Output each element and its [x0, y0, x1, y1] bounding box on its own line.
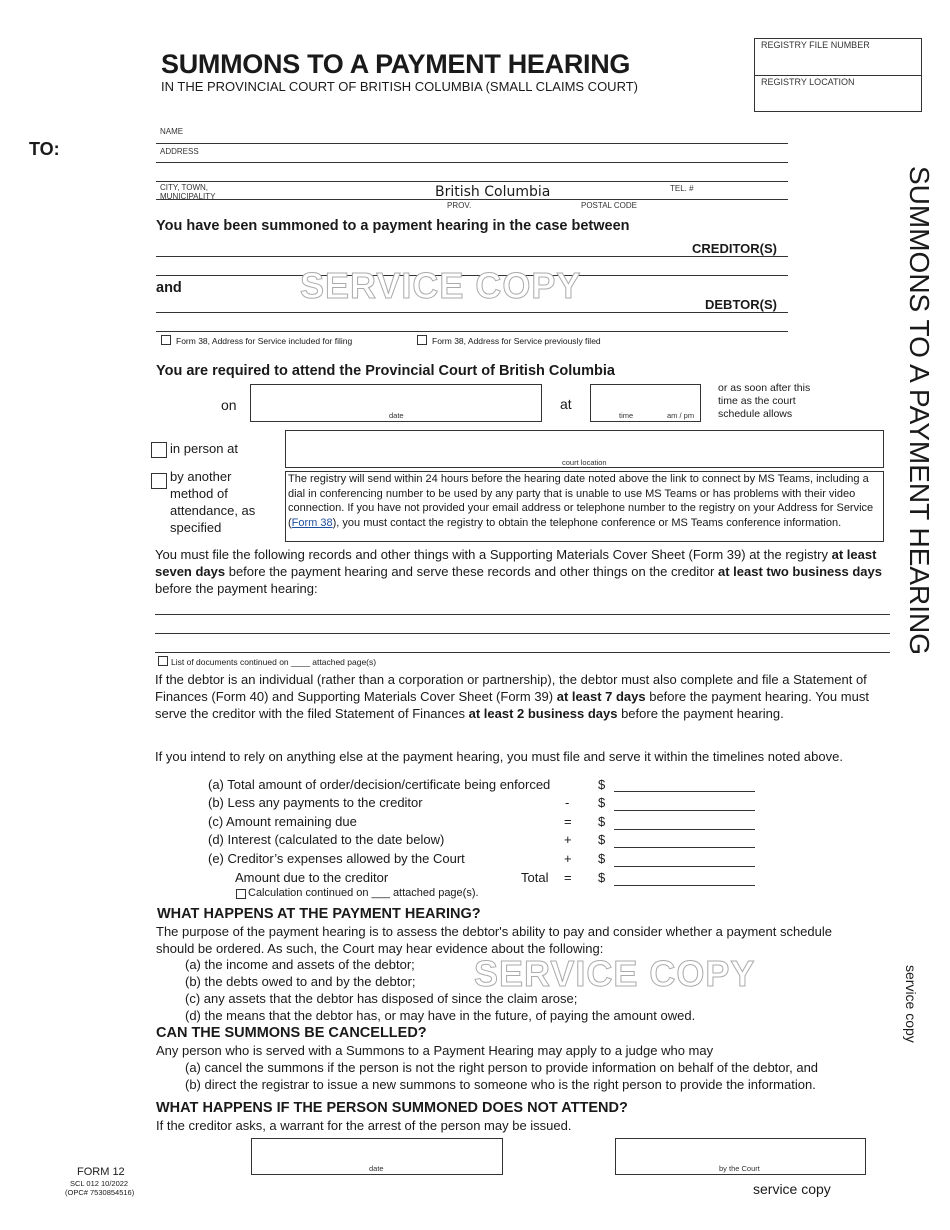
- side-service-copy-text: service copy: [903, 965, 919, 1043]
- calc-op-e: +: [564, 851, 572, 866]
- calc-label-d: (d) Interest (calculated to the date below): [208, 832, 445, 847]
- signature-date-field[interactable]: [251, 1138, 503, 1175]
- records-line-2[interactable]: [155, 633, 890, 634]
- records-line-3[interactable]: [155, 652, 890, 653]
- calc-field-d[interactable]: [614, 847, 755, 848]
- calc-dollar-a: $: [598, 777, 606, 792]
- court-location-label: court location: [562, 458, 607, 467]
- calc-continued-checkbox[interactable]: [236, 889, 246, 899]
- city-label-1: CITY, TOWN,: [160, 183, 209, 192]
- records-text-c: before the payment hearing and serve these records and other things on the creditor: [225, 564, 718, 579]
- form38-previous-label: Form 38, Address for Service previously filed: [432, 336, 601, 346]
- calc-field-a[interactable]: [614, 791, 755, 792]
- calc-label-e: (e) Creditor’s expenses allowed by the Court: [208, 851, 465, 866]
- cancel-item-a: (a) cancel the summons if the person is not the right person to provide information on behalf of the debtor, and: [185, 1060, 819, 1075]
- records-paragraph: [155, 546, 885, 597]
- another-method-1: by another: [170, 469, 232, 484]
- in-person-checkbox[interactable]: [151, 442, 167, 458]
- calc-block: [208, 777, 768, 905]
- address-label: ADDRESS: [160, 147, 199, 156]
- records-text-d: at least two business days: [717, 564, 882, 579]
- hearing-intro: The purpose of the payment hearing is to assess the debtor's ability to pay and consider whether a payment schedule should be ordered. As such, the Court may hear evidence about the following:: [156, 924, 832, 956]
- name-line[interactable]: [156, 143, 788, 144]
- to-label: TO:: [29, 139, 60, 159]
- soon-after-3: schedule allows: [718, 408, 793, 420]
- another-method-checkbox[interactable]: [151, 473, 167, 489]
- service-copy-watermark-1: SERVICE COPY: [300, 265, 582, 306]
- by-court-label: by the Court: [719, 1164, 760, 1173]
- registry-location-label: REGISTRY LOCATION: [761, 77, 855, 87]
- time-label: time: [619, 411, 634, 420]
- registry-box: [754, 38, 922, 112]
- at-label: at: [560, 396, 572, 412]
- form38-link[interactable]: Form 38: [291, 516, 333, 529]
- calc-op-d: +: [564, 832, 572, 847]
- in-person-label: in person at: [170, 441, 238, 456]
- another-method-2: method of: [170, 486, 228, 501]
- cancel-heading: CAN THE SUMMONS BE CANCELLED?: [156, 1025, 427, 1041]
- registry-file-number-label: REGISTRY FILE NUMBER: [761, 40, 870, 50]
- side-title-text: SUMMONS TO A PAYMENT HEARING: [904, 166, 935, 656]
- statement-text-d: at least 2 business days: [468, 706, 618, 721]
- ampm-label: am / pm: [667, 411, 695, 420]
- debtors-line[interactable]: [156, 312, 788, 313]
- records-text-e: before the payment hearing:: [155, 581, 318, 596]
- statement-text-c: before the payment hearing. You must serve the creditor with the filed Statement of Finances: [155, 689, 869, 721]
- statement-text-b: at least 7 days: [556, 689, 646, 704]
- hearing-date-field[interactable]: [250, 384, 542, 422]
- city-line[interactable]: [156, 199, 788, 200]
- soon-after-2: time as the court: [718, 395, 796, 407]
- calc-op-total: =: [564, 870, 572, 885]
- calc-label-c: (c) Amount remaining due: [208, 814, 357, 829]
- hearing-time-field[interactable]: [590, 384, 701, 422]
- debtors-label: DEBTOR(S): [705, 297, 777, 312]
- city-label-2: MUNICIPALITY: [160, 192, 216, 201]
- form38-included-checkbox[interactable]: [161, 335, 171, 345]
- another-method-4: specified: [170, 520, 222, 535]
- calc-dollar-c: $: [598, 814, 606, 829]
- postal-label: POSTAL CODE: [581, 201, 638, 210]
- calc-dollar-e: $: [598, 851, 606, 866]
- calc-label-total: Amount due to the creditor: [235, 870, 389, 885]
- form-code: SCL 012 10/2022: [70, 1179, 129, 1188]
- by-court-field[interactable]: [615, 1138, 866, 1175]
- attend-heading: You are required to attend the Provincial Court of British Columbia: [156, 363, 615, 379]
- list-continued-checkbox[interactable]: [158, 656, 168, 666]
- address-line-1[interactable]: [156, 162, 788, 163]
- another-method-3: attendance, as: [170, 503, 256, 518]
- statement-paragraph: [155, 671, 890, 722]
- noattend-text: If the creditor asks, a warrant for the arrest of the person may be issued.: [156, 1118, 572, 1133]
- side-title: [895, 166, 935, 666]
- cancel-item-b: (b) direct the registrar to issue a new summons to someone who is the right person to provide the information.: [185, 1077, 816, 1092]
- form-opc: (OPC# 7530854516): [65, 1188, 135, 1197]
- and-label: and: [156, 280, 182, 296]
- calc-dollar-b: $: [598, 795, 606, 810]
- hearing-item-d: (d) the means that the debtor has, or may have in the future, of paying the amount owed.: [185, 1008, 696, 1023]
- parties-intro: You have been summoned to a payment hearing in the case between: [156, 218, 630, 234]
- court-location-field[interactable]: [285, 430, 884, 468]
- creditors-label: CREDITOR(S): [692, 241, 777, 256]
- registry-location-field[interactable]: [755, 76, 921, 111]
- teams-info-box: [285, 471, 884, 542]
- noattend-heading: WHAT HAPPENS IF THE PERSON SUMMONED DOES NOT ATTEND?: [156, 1100, 628, 1116]
- on-label: on: [221, 397, 237, 413]
- bottom-service-copy: service copy: [753, 1181, 831, 1197]
- hearing-item-c: (c) any assets that the debtor has disposed of since the claim arose;: [185, 991, 578, 1006]
- list-continued-label: List of documents continued on ____ attached page(s): [171, 657, 377, 667]
- service-copy-watermark-2: SERVICE COPY: [474, 953, 756, 994]
- calc-label-a: (a) Total amount of order/decision/certificate being enforced: [208, 777, 551, 792]
- statement-text-e: before the payment hearing.: [617, 706, 784, 721]
- calc-op-c: =: [564, 814, 572, 829]
- calc-field-total[interactable]: [614, 885, 755, 886]
- parties-line-4[interactable]: [156, 331, 788, 332]
- hearing-heading: WHAT HAPPENS AT THE PAYMENT HEARING?: [157, 906, 481, 922]
- hearing-date-label: date: [389, 411, 404, 420]
- calc-total-word: Total: [521, 870, 549, 885]
- statement-text-a: If the debtor is an individual (rather than a corporation or partnership), the debtor must also complete and file a Statement of Finances (Form 40) and Supporting Materials Cover Sheet (Form 39): [155, 672, 867, 704]
- form38-previous-checkbox[interactable]: [417, 335, 427, 345]
- registry-file-number-field[interactable]: [755, 39, 921, 75]
- form-number: FORM 12: [77, 1166, 125, 1178]
- records-line-1[interactable]: [155, 614, 890, 615]
- records-text-b: at least seven days: [155, 547, 877, 579]
- province-value[interactable]: British Columbia: [435, 184, 551, 200]
- teams-text-post: ), you must contact the registry to obtain the telephone conference or MS Teams conference information.: [332, 516, 842, 529]
- calc-continued-label: Calculation continued on ___ attached page(s).: [248, 887, 479, 899]
- hearing-item-a: (a) the income and assets of the debtor;: [185, 957, 415, 972]
- prov-label: PROV.: [447, 201, 472, 210]
- calc-label-b: (b) Less any payments to the creditor: [208, 795, 423, 810]
- creditors-line[interactable]: [156, 256, 788, 257]
- rely-paragraph: If you intend to rely on anything else at the payment hearing, you must file and serve it within the timelines noted above.: [155, 749, 843, 764]
- calc-field-c[interactable]: [614, 829, 755, 830]
- signature-date-label: date: [369, 1164, 384, 1173]
- teams-text-pre: The registry will send within 24 hours before the hearing date noted above the link to connect by MS Teams, including a dial in conferencing number to be used by any party that is unable to use MS Teams or has problems with their video connection. If you have not provided your email address or telephone number to the registry on your Address for Service (: [288, 473, 874, 529]
- calc-field-b[interactable]: [614, 810, 755, 811]
- soon-after-1: or as soon after this: [718, 382, 811, 394]
- name-label: NAME: [160, 127, 184, 136]
- calc-dollar-d: $: [598, 832, 606, 847]
- calc-field-e[interactable]: [614, 866, 755, 867]
- side-service-copy: [903, 965, 923, 1055]
- records-text-a: You must file the following records and other things with a Supporting Materials Cover Sheet (Form 39) at the registry: [155, 547, 828, 562]
- tel-label: TEL. #: [670, 184, 694, 193]
- form38-included-label: Form 38, Address for Service included for filing: [176, 336, 353, 346]
- calc-op-b: -: [565, 795, 570, 810]
- form-title: SUMMONS TO A PAYMENT HEARING: [161, 49, 631, 79]
- calc-dollar-total: $: [598, 870, 606, 885]
- form-subtitle: IN THE PROVINCIAL COURT OF BRITISH COLUMBIA (SMALL CLAIMS COURT): [161, 79, 638, 94]
- cancel-intro: Any person who is served with a Summons to a Payment Hearing may apply to a judge who may: [156, 1043, 714, 1058]
- address-line-2[interactable]: [156, 181, 788, 182]
- hearing-item-b: (b) the debts owed to and by the debtor;: [185, 974, 416, 989]
